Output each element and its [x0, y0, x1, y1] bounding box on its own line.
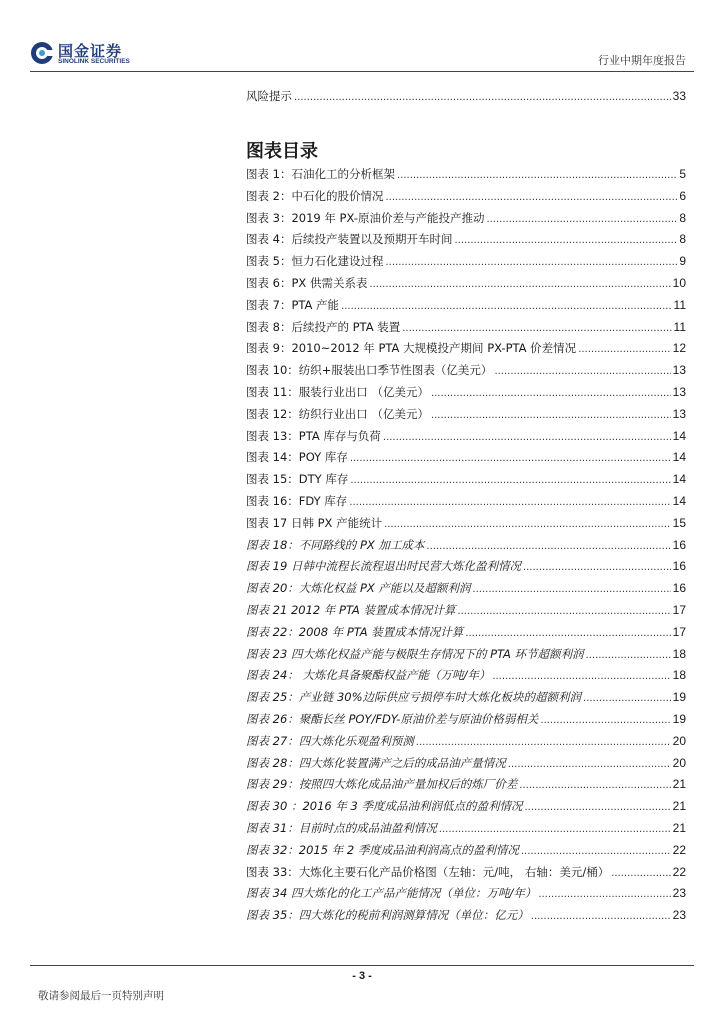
toc-entry-page: 9 — [679, 254, 686, 269]
toc-entry-label: 图表 5：恒力石化建设过程 — [246, 254, 384, 269]
toc-entry[interactable] — [246, 580, 686, 598]
toc-entry[interactable] — [246, 384, 686, 402]
toc-entry-label: 图表 12：纺织行业出口 （亿美元） — [246, 406, 429, 421]
toc-leader — [494, 366, 670, 377]
toc-entry[interactable] — [246, 428, 686, 446]
toc-entry-label: 图表 2：中石化的股价情况 — [246, 188, 384, 203]
toc-entry-label: 图表 29：按照四大炼化成品油产量加权后的炼厂价差 — [246, 777, 518, 792]
toc-entry[interactable] — [246, 558, 686, 576]
toc-entry[interactable] — [246, 166, 686, 184]
toc-entry[interactable] — [246, 340, 686, 358]
toc-leader — [538, 889, 670, 900]
figure-list-title: 图表目录 — [246, 141, 318, 162]
toc-leader — [397, 170, 677, 181]
toc-entry-label: 图表 19 日韩中流程长流程退出时民营大炼化盈利情况 — [246, 559, 521, 574]
toc-entry-page: 8 — [679, 232, 686, 247]
toc-entry[interactable] — [246, 275, 686, 293]
report-type: 行业中期年度报告 — [598, 54, 686, 67]
toc-entry-page: 12 — [672, 341, 686, 356]
toc-entry-page: 14 — [672, 472, 686, 487]
toc-entry-label: 图表 10：纺织+服装出口季节性图表（亿美元） — [246, 363, 493, 378]
toc-leader — [521, 846, 671, 857]
toc-entry-label: 图表 18：不同路线的 PX 加工成本 — [246, 537, 425, 552]
footer-divider — [30, 965, 694, 966]
toc-entry-page: 23 — [672, 908, 686, 923]
toc-entry[interactable] — [246, 689, 686, 707]
toc-entry-label: 图表 4：后续投产装置以及预期开车时间 — [246, 232, 453, 247]
toc-entry-label: 图表 3：2019 年 PX-原油价差与产能投产推动 — [246, 210, 485, 225]
toc-entry-label: 图表 15：DTY 库存 — [246, 472, 349, 487]
toc-entry[interactable] — [246, 798, 686, 816]
disclaimer-note: 敬请参阅最后一页特别声明 — [38, 990, 164, 1002]
toc-leader — [519, 780, 670, 791]
toc-leader — [578, 344, 670, 355]
toc-entry-page: 13 — [672, 406, 686, 421]
toc-leader — [457, 606, 670, 617]
toc-leader — [523, 562, 671, 573]
toc-entry[interactable] — [246, 602, 686, 620]
toc-entry[interactable] — [246, 624, 686, 642]
toc-leader — [416, 737, 671, 748]
toc-entry[interactable] — [246, 820, 686, 838]
toc-leader — [385, 257, 677, 268]
toc-entry-page: 18 — [672, 668, 686, 683]
toc-leader — [384, 519, 671, 530]
toc-entry[interactable] — [246, 776, 686, 794]
toc-leader — [492, 671, 670, 682]
toc-leader — [465, 628, 670, 639]
toc-entry-page: 17 — [672, 603, 686, 617]
toc-entry-page: 22 — [672, 842, 686, 857]
toc-leader — [383, 432, 671, 443]
toc-entry-label: 图表 7：PTA 产能 — [246, 297, 340, 312]
toc-leader — [586, 650, 671, 661]
sinolink-logo-icon — [30, 41, 54, 65]
toc-leader — [341, 301, 671, 312]
toc-leader — [540, 715, 670, 726]
toc-entry[interactable] — [246, 667, 686, 685]
toc-entry-label: 图表 28：四大炼化装置满产之后的成品油产量情况 — [246, 755, 506, 770]
toc-entry-page: 23 — [672, 886, 686, 901]
toc-entry-label: 风险提示 — [246, 89, 292, 103]
toc-entry[interactable] — [246, 733, 686, 751]
toc-entry-page: 18 — [672, 646, 686, 661]
toc-entry[interactable] — [246, 755, 686, 773]
toc-leader — [454, 235, 677, 246]
toc-entry[interactable] — [246, 711, 686, 729]
toc-entry[interactable] — [246, 449, 686, 467]
toc-entry-label: 图表 24： 大炼化具备聚酯权益产能（万吨/年） — [246, 668, 491, 683]
toc-leader — [525, 802, 671, 813]
toc-entry-label: 图表 30 ：2016 年 3 季度成品油利润低点的盈利情况 — [246, 799, 523, 814]
toc-entry-page: 19 — [672, 690, 686, 705]
toc-entry[interactable] — [246, 188, 686, 206]
toc-entry[interactable] — [246, 907, 686, 925]
page-header — [0, 0, 724, 80]
toc-entry-label: 图表 1：石油化工的分析框架 — [246, 167, 395, 181]
toc-leader — [426, 541, 670, 552]
logo-text-cn: 国金证券 — [58, 42, 123, 60]
toc-entry-label: 图表 26：聚酯长丝 POY/FDY-原油价差与原油价格弱相关 — [246, 712, 539, 726]
toc-entry-label: 图表 34 四大炼化的化工产品产能情况（单位：万吨/年） — [246, 886, 537, 901]
toc-leader — [349, 497, 670, 508]
toc-entry[interactable] — [246, 842, 686, 860]
toc-entry-label: 图表 27：四大炼化乐观盈利预测 — [246, 733, 414, 748]
toc-entry-page: 19 — [672, 712, 686, 726]
toc-entry-page: 21 — [672, 777, 686, 792]
toc-leader — [486, 214, 677, 225]
toc-leader — [508, 759, 671, 770]
toc-leader — [611, 868, 670, 879]
toc-entry[interactable] — [246, 515, 686, 533]
toc-leader — [431, 388, 671, 399]
toc-entry-page: 5 — [679, 167, 686, 181]
toc-entry-page: 17 — [672, 624, 686, 639]
toc-entry-label: 图表 14：POY 库存 — [246, 450, 348, 465]
toc-entry-page: 14 — [672, 428, 686, 443]
toc-entry-risk[interactable] — [246, 88, 686, 106]
toc-leader — [385, 192, 677, 203]
toc-entry-label: 图表 13：PTA 库存与负荷 — [246, 428, 381, 443]
toc-entry-page: 21 — [672, 799, 686, 814]
toc-entry[interactable] — [246, 493, 686, 511]
toc-entry-label: 图表 17 日韩 PX 产能统计 — [246, 515, 383, 530]
toc-entry-label: 图表 16：FDY 库存 — [246, 494, 348, 508]
toc-entry-page: 6 — [679, 188, 686, 203]
toc-entry-label: 图表 35：四大炼化的税前利润测算情况（单位：亿元） — [246, 908, 529, 923]
toc-entry-label: 图表 22：2008 年 PTA 装置成本情况计算 — [246, 624, 464, 639]
toc-entry-label: 图表 11：服装行业出口 （亿美元） — [246, 385, 429, 399]
toc-entry[interactable] — [246, 297, 686, 315]
toc-entry[interactable] — [246, 885, 686, 903]
toc-entry-page: 14 — [672, 450, 686, 465]
toc-entry-page: 15 — [672, 515, 686, 530]
toc-entry-page: 14 — [672, 494, 686, 508]
toc-entry-label: 图表 25：产业链 30%边际供应亏损停车时大炼化板块的超额利润 — [246, 690, 582, 705]
toc-leader — [402, 323, 671, 334]
toc-entry-label: 图表 31：目前时点的成品油盈利情况 — [246, 821, 437, 835]
toc-entry[interactable] — [246, 537, 686, 555]
toc-entry-page: 11 — [673, 297, 686, 312]
toc-entry-page: 10 — [672, 276, 686, 290]
toc-entry[interactable] — [246, 864, 686, 882]
toc-entry-label: 图表 6：PX 供需关系表 — [246, 276, 368, 290]
toc-entry[interactable] — [246, 210, 686, 228]
toc-entry-page: 8 — [679, 210, 686, 225]
toc-entry[interactable] — [246, 253, 686, 271]
toc-leader — [350, 453, 671, 464]
toc-entry-label: 图表 21 2012 年 PTA 装置成本情况计算 — [246, 603, 456, 617]
toc-leader — [431, 410, 671, 421]
toc-leader — [350, 475, 670, 486]
toc-entry[interactable] — [246, 362, 686, 380]
toc-entry-page: 21 — [672, 821, 686, 835]
toc-leader — [369, 279, 670, 290]
page-number: - 3 - — [352, 970, 372, 982]
toc-entry-label: 图表 8：后续投产的 PTA 装置 — [246, 319, 401, 334]
toc-entry-label: 图表 33：大炼化主要石化产品价格图（左轴：元/吨， 右轴：美元/桶） — [246, 864, 610, 879]
toc-entry-page: 20 — [672, 755, 686, 770]
toc-entry-label: 图表 20：大炼化权益 PX 产能以及超额利润 — [246, 581, 471, 596]
toc-entry-page: 22 — [672, 864, 686, 879]
toc-leader — [294, 92, 671, 103]
toc-entry[interactable] — [246, 319, 686, 337]
toc-leader — [439, 824, 671, 835]
toc-entry[interactable] — [246, 231, 686, 249]
toc-entry-page: 16 — [672, 559, 686, 574]
logo-text-en: SINOLINK SECURITIES — [58, 58, 130, 65]
toc-leader — [472, 584, 670, 595]
toc-entry-label: 图表 32：2015 年 2 季度成品油利润高点的盈利情况 — [246, 842, 519, 857]
toc-entry-page: 13 — [672, 385, 686, 399]
toc-entry[interactable] — [246, 406, 686, 424]
toc-entry-page: 16 — [672, 581, 686, 596]
toc-entry-label: 图表 9：2010~2012 年 PTA 大规模投产期间 PX-PTA 价差情况 — [246, 341, 577, 356]
toc-entry-label: 图表 23 四大炼化权益产能与极限生存情况下的 PTA 环节超额利润 — [246, 646, 584, 661]
toc-entry[interactable] — [246, 646, 686, 664]
toc-leader — [531, 911, 671, 922]
toc-entry-page: 13 — [672, 363, 686, 378]
header-divider — [30, 71, 694, 72]
toc-entry-page: 16 — [672, 537, 686, 552]
toc-leader — [583, 693, 671, 704]
toc-entry[interactable] — [246, 471, 686, 489]
toc-entry-page: 11 — [673, 319, 686, 334]
toc-entry-page: 33 — [672, 89, 686, 103]
toc-entry-page: 20 — [672, 733, 686, 748]
